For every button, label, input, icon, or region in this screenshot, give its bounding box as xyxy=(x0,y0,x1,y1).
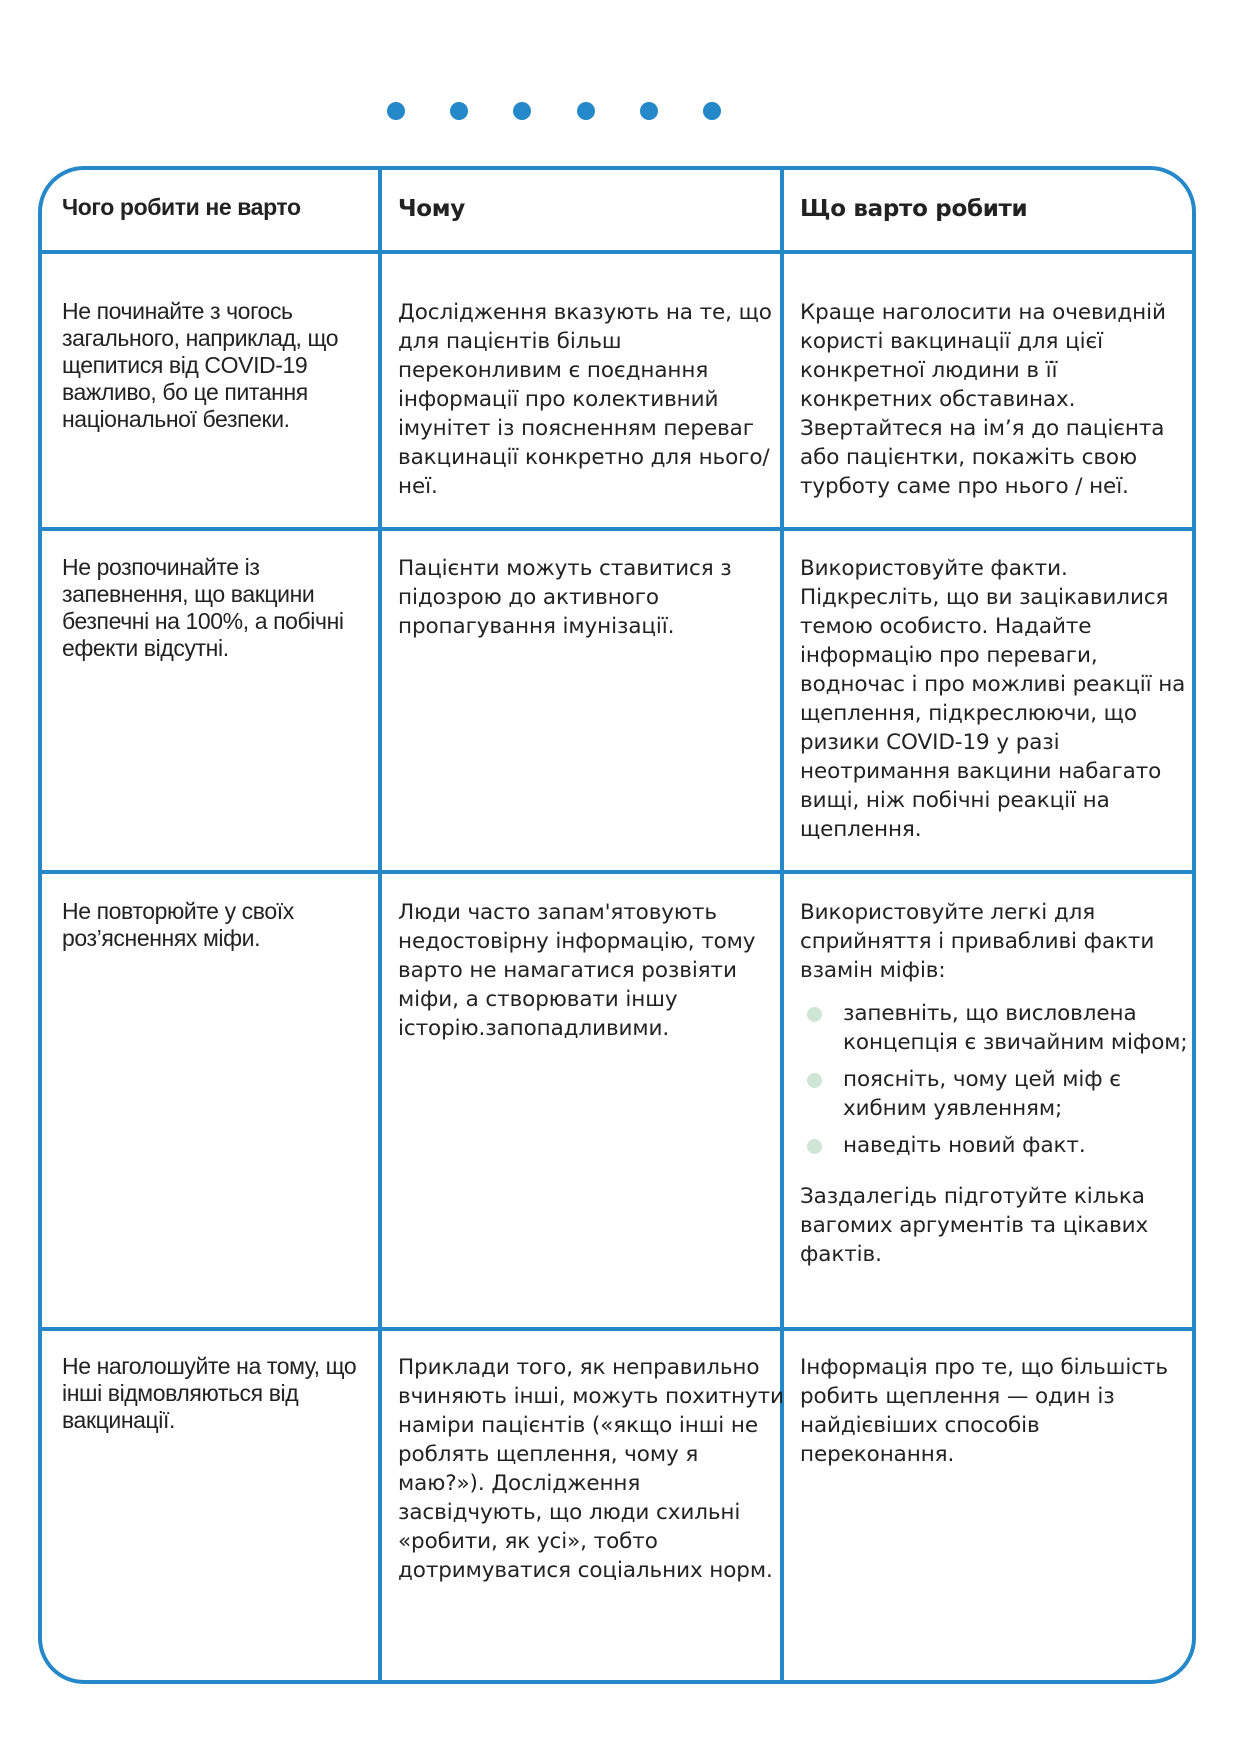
row-divider xyxy=(42,527,1192,531)
dot-icon xyxy=(387,102,405,120)
dot-icon xyxy=(640,102,658,120)
row3-do-intro: Використовуйте легкі для сприйняття і привабливі факти взамін міфів: xyxy=(800,900,1155,983)
dot-icon xyxy=(513,102,531,120)
row-divider xyxy=(42,870,1192,874)
row3-do xyxy=(800,898,1190,1269)
header-do: Що варто робити xyxy=(800,196,1028,222)
row1-why: Дослідження вказують на те, що для пацієнтів більш переконливим є поєднання інформації про колективний імунітет із поясненням переваг вакцинації конкретно для нього/неї. xyxy=(398,300,772,499)
decorative-dots xyxy=(0,102,1241,120)
row2-why: Пацієнти можуть ставитися з підозрою до активного пропагування імунізації. xyxy=(398,556,732,639)
row2-do: Використовуйте факти. Підкресліть, що ви зацікавилися темою особисто. Надайте інформацію про переваги, водночас і про можливі реакції на щеплення, підкреслюючи, що ризики COVID-19 у разі неотримання вакцини набагато вищі, ніж побічні реакції на щеплення. xyxy=(800,556,1186,842)
bullet-item: наведіть новий факт. xyxy=(800,1131,1190,1160)
row1-dont: Не починайте з чогось загального, наприклад, що щепитися від COVID-19 важливо, бо це питання національної безпеки. xyxy=(62,298,339,432)
row3-do-after: Заздалегідь підготуйте кілька вагомих аргументів та цікавих фактів. xyxy=(800,1184,1149,1267)
row-divider xyxy=(42,1327,1192,1331)
row4-dont: Не наголошуйте на тому, що інші відмовляються від вакцинації. xyxy=(62,1353,357,1433)
bullet-icon xyxy=(807,1139,822,1154)
dot-icon xyxy=(577,102,595,120)
row3-why: Люди часто запам'ятовують недостовірну інформацію, тому варто не намагатися розвіяти міфи, а створювати іншу історію.запопадливими. xyxy=(398,900,756,1041)
bullet-item: поясніть, чому цей міф є хибним уявленням; xyxy=(800,1065,1190,1123)
row3-do-bullets xyxy=(800,999,1190,1160)
row1-do: Краще наголосити на очевидній користі вакцинації для цієї конкретної людини в її конкретних обставинах. Звертайтеся на ім’я до пацієнта або пацієнтки, покажіть свою турботу саме про нього / неї. xyxy=(800,300,1166,499)
dot-icon xyxy=(450,102,468,120)
header-dont: Чого робити не варто xyxy=(62,194,301,220)
header-why: Чому xyxy=(398,196,465,222)
row4-do: Інформація про те, що більшість робить щеплення — один із найдієвіших способів переконання. xyxy=(800,1355,1168,1467)
row2-dont: Не розпочинайте із запевнення, що вакцини безпечні на 100%, а побічні ефекти відсутні. xyxy=(62,554,344,661)
bullet-icon xyxy=(807,1007,822,1022)
bullet-icon xyxy=(807,1073,822,1088)
advice-table xyxy=(38,166,1196,1684)
bullet-item: запевніть, що висловлена концепція є звичайним міфом; xyxy=(800,999,1190,1057)
row4-why: Приклади того, як неправильно вчиняють інші, можуть похитнути наміри пацієнтів («якщо інші не роблять щеплення, чому я маю?»). Дослідження засвідчують, що люди схильні «робити, як усі», тобто дотримуватися соціальних норм. xyxy=(398,1355,784,1583)
row-divider xyxy=(42,250,1192,254)
row3-dont: Не повторюйте у своїх роз’ясненнях міфи. xyxy=(62,898,294,951)
dot-icon xyxy=(703,102,721,120)
